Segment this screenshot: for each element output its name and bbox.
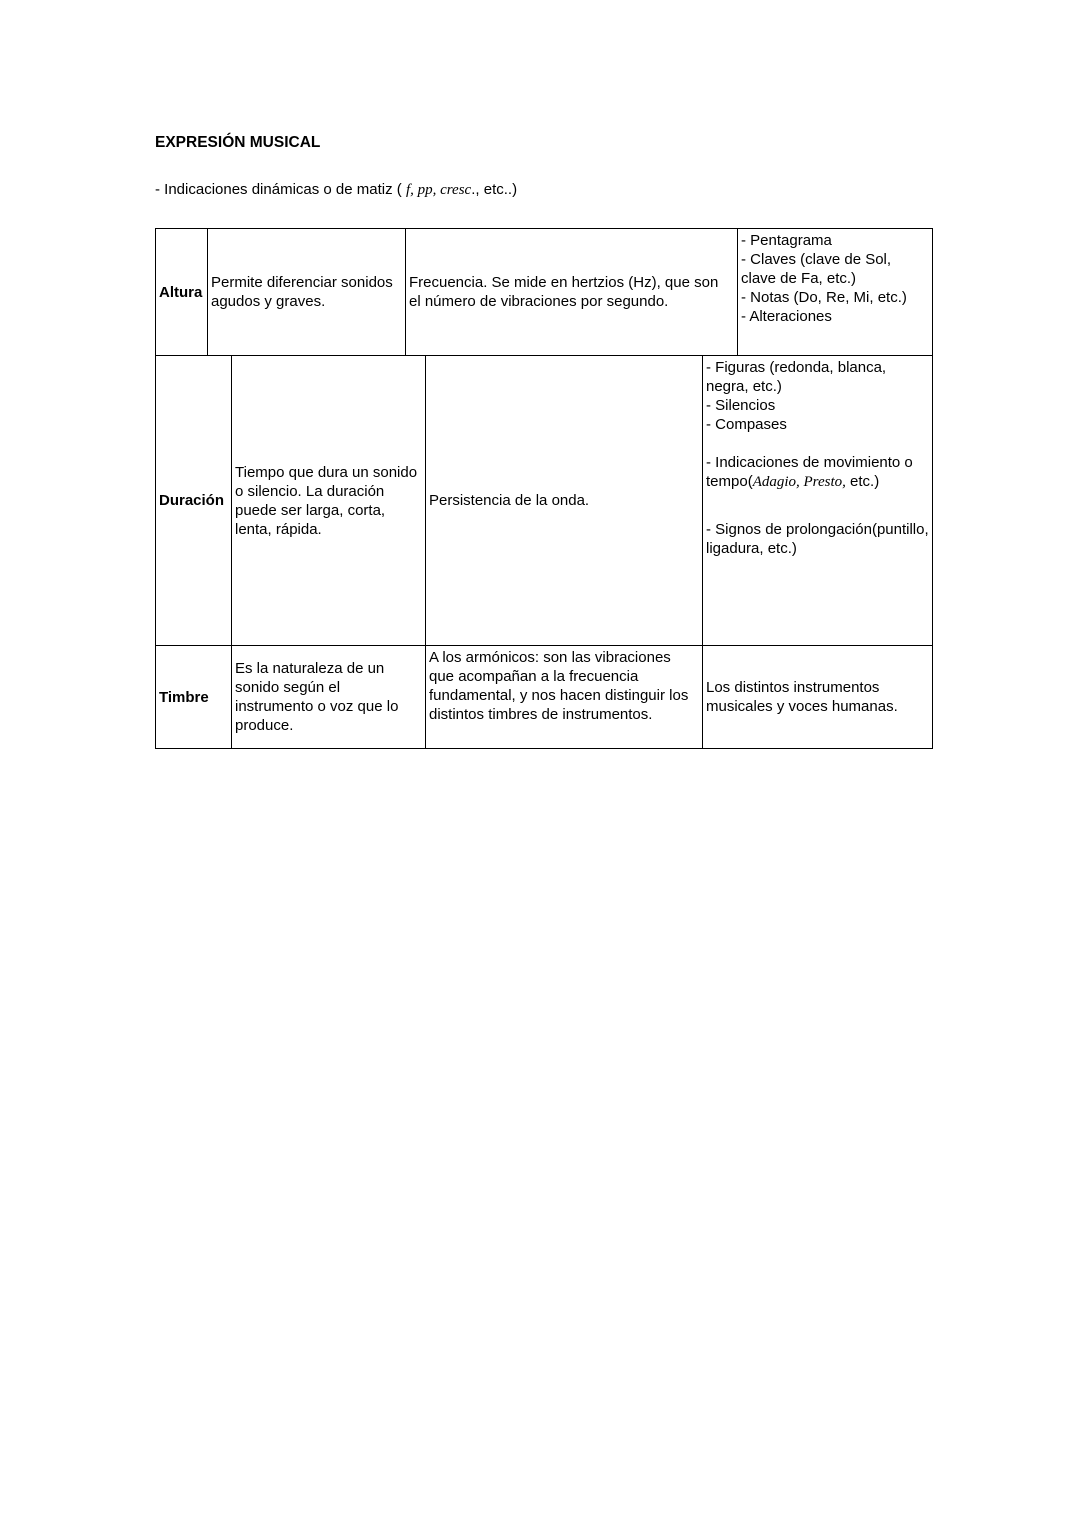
duracion-notation-line: - Signos de prolongación(puntillo, ligadura, etc.) [706,521,929,557]
duracion-notation-line: - Silencios [706,397,776,414]
duracion-notation-cell [703,356,933,646]
duracion-physics-cell [426,356,703,646]
altura-physics: Frecuencia. Se mide en hertzios (Hz), que son el número de vibraciones por segundo. [409,274,719,310]
timbre-term-cell [156,646,232,749]
duracion-term: Duración [159,492,225,509]
duracion-physics: Persistencia de la onda. [429,492,590,509]
tempo-prefix: - Indicaciones de movimiento o tempo( [706,454,913,490]
timbre-term: Timbre [159,688,209,706]
altura-term: Altura [159,283,203,301]
page-title: EXPRESIÓN MUSICAL [155,134,321,151]
altura-term-cell [156,229,208,356]
timbre-notation-cell [703,646,933,749]
altura-notation-line: - Claves (clave de Sol, clave de Fa, etc.) [741,251,892,287]
timbre-definition: Es la naturaleza de un sonido según el instrumento o voz que lo produce. [235,660,399,734]
tempo-italic: Adagio, Presto, [752,474,846,490]
altura-row [155,228,933,356]
duracion-definition: Tiempo que dura un sonido o silencio. La duración puede ser larga, corta, lenta, rápida. [235,463,418,538]
subtitle-suffix: ., etc..) [471,181,518,198]
tempo-suffix: etc.) [845,473,880,490]
timbre-definition-cell [232,646,426,749]
timbre-physics: A los armónicos: son las vibraciones que acompañan a la frecuencia fundamental, y nos hacen distinguir los distintos timbres de instrumentos. [429,649,689,723]
timbre-row [155,645,933,749]
duracion-term-cell [156,356,232,646]
duracion-definition-cell [232,356,426,646]
altura-notation-line: - Notas (Do, Re, Mi, etc.) [741,289,907,306]
altura-definition: Permite diferenciar sonidos agudos y graves. [211,274,393,310]
subtitle-italic: f, pp, cresc [405,182,472,198]
subtitle-prefix: - Indicaciones dinámicas o de matiz ( [155,181,406,198]
altura-definition-cell [208,229,406,356]
altura-physics-cell [406,229,738,356]
duracion-notation-tempo [706,453,929,492]
blank-line [706,492,929,520]
duracion-notation-line: - Figuras (redonda, blanca, negra, etc.) [706,359,887,395]
timbre-notation: Los distintos instrumentos musicales y voces humanas. [706,679,898,715]
altura-notation-line: - Alteraciones [741,308,832,325]
altura-notation-line: - Pentagrama [741,232,832,249]
music-elements-table [155,228,932,749]
duracion-row [155,355,933,646]
altura-notation-cell [738,229,933,356]
duracion-notation-line: - Compases [706,416,787,433]
blank-line [706,434,929,453]
subtitle [155,180,517,200]
timbre-physics-cell [426,646,703,749]
